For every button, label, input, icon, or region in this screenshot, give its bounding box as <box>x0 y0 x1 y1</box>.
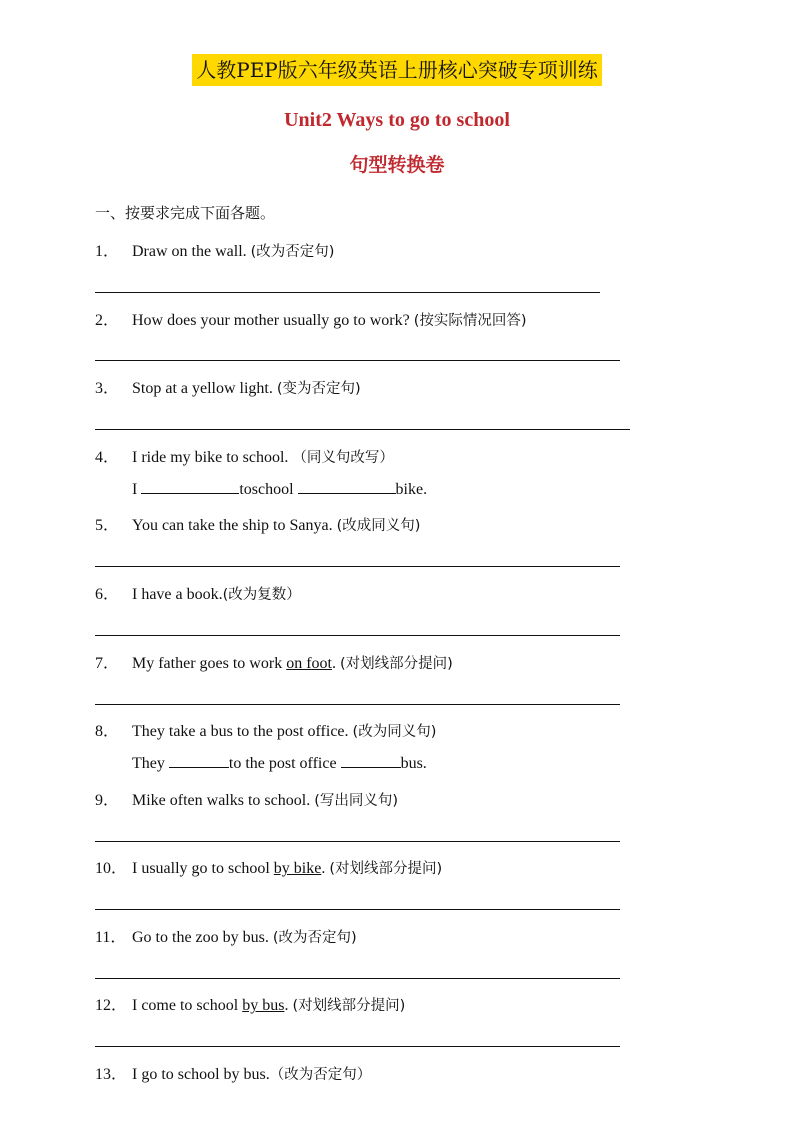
answer-line[interactable] <box>95 704 620 705</box>
answer-line[interactable] <box>95 909 620 910</box>
question-text: My father goes to work <box>132 655 287 672</box>
question-punct: . <box>321 860 330 877</box>
question-punct: . <box>331 655 340 672</box>
question-instruction: (改为同义句) <box>352 724 437 740</box>
fill-blank[interactable] <box>341 753 401 768</box>
question-instruction: (改为复数） <box>222 587 301 603</box>
question-text: Draw on the wall. <box>132 243 251 260</box>
question-number: 7． <box>95 655 120 672</box>
question-9 <box>95 787 398 810</box>
question-text: Stop at a yellow light. <box>132 380 277 397</box>
answer-line[interactable] <box>95 635 620 636</box>
fill-in-sentence-4 <box>132 479 427 499</box>
question-instruction: (对划线部分提问) <box>339 656 453 672</box>
underlined-phrase: by bus <box>242 997 285 1014</box>
fill-text-c: bike. <box>395 481 428 498</box>
question-instruction: (改为否定句) <box>250 244 335 260</box>
question-number: 13． <box>95 1066 128 1083</box>
paper-type-title: 句型转换卷 <box>349 154 445 176</box>
title-bar <box>0 54 794 86</box>
question-punct: . <box>284 997 293 1014</box>
question-text: I usually go to school <box>132 860 274 877</box>
fill-text-a: They <box>132 755 169 772</box>
fill-blank[interactable] <box>298 479 396 494</box>
question-number: 12． <box>95 997 128 1014</box>
question-11 <box>95 924 357 947</box>
question-number: 8． <box>95 723 120 740</box>
question-5 <box>95 512 420 535</box>
question-text: I go to school by bus. <box>132 1066 270 1083</box>
question-10 <box>95 855 442 878</box>
question-instruction: (写出同义句) <box>314 793 399 809</box>
answer-line[interactable] <box>95 566 620 567</box>
question-text: I have a book. <box>132 586 223 603</box>
question-text: Mike often walks to school. <box>132 792 315 809</box>
question-6 <box>95 581 301 604</box>
question-instruction: (对划线部分提问) <box>329 861 443 877</box>
question-text: I ride my bike to school. <box>132 449 293 466</box>
answer-line[interactable] <box>95 429 630 430</box>
unit-title: Unit2 Ways to go to school <box>284 109 510 131</box>
question-number: 5． <box>95 517 120 534</box>
answer-line[interactable] <box>95 292 600 293</box>
fill-text-b: toschool <box>239 481 298 498</box>
underlined-phrase: by bike <box>273 860 322 877</box>
page-title: 人教PEP版六年级英语上册核心突破专项训练 <box>192 54 602 86</box>
question-4 <box>95 444 394 467</box>
question-2 <box>95 307 527 330</box>
underlined-phrase: on foot <box>286 655 332 672</box>
question-instruction: （改为否定句） <box>269 1067 372 1083</box>
question-instruction: （同义句改写） <box>292 450 394 466</box>
question-instruction: (对划线部分提问) <box>292 998 406 1014</box>
question-13 <box>95 1061 371 1084</box>
question-number: 11． <box>95 929 127 946</box>
fill-text-b: to the post office <box>228 755 341 772</box>
question-number: 4． <box>95 449 120 466</box>
question-instruction: (改为否定句) <box>272 930 357 946</box>
fill-text-a: I <box>132 481 142 498</box>
question-12 <box>95 992 405 1015</box>
question-text: How does your mother usually go to work? <box>132 312 414 329</box>
section-heading: 一、按要求完成下面各题。 <box>95 204 276 222</box>
question-text: You can take the ship to Sanya. <box>132 517 337 534</box>
question-number: 6． <box>95 586 120 603</box>
question-text: I come to school <box>132 997 243 1014</box>
question-instruction: (变为否定句) <box>276 381 361 397</box>
question-7 <box>95 650 453 673</box>
question-number: 10． <box>95 860 128 877</box>
question-3 <box>95 375 361 398</box>
question-instruction: (按实际情况回答) <box>413 313 527 329</box>
fill-blank[interactable] <box>141 479 239 494</box>
question-number: 2． <box>95 312 120 329</box>
fill-blank[interactable] <box>169 753 229 768</box>
question-number: 3． <box>95 380 120 397</box>
question-text: Go to the zoo by bus. <box>132 929 273 946</box>
answer-line[interactable] <box>95 841 620 842</box>
question-text: They take a bus to the post office. <box>132 723 353 740</box>
answer-line[interactable] <box>95 978 620 979</box>
answer-line[interactable] <box>95 1046 620 1047</box>
question-number: 9． <box>95 792 120 809</box>
fill-text-c: bus. <box>400 755 427 772</box>
question-1 <box>95 238 334 261</box>
question-instruction: (改成同义句) <box>336 518 421 534</box>
question-8 <box>95 718 436 741</box>
fill-in-sentence-8 <box>132 753 427 773</box>
answer-line[interactable] <box>95 360 620 361</box>
question-number: 1． <box>95 243 120 260</box>
